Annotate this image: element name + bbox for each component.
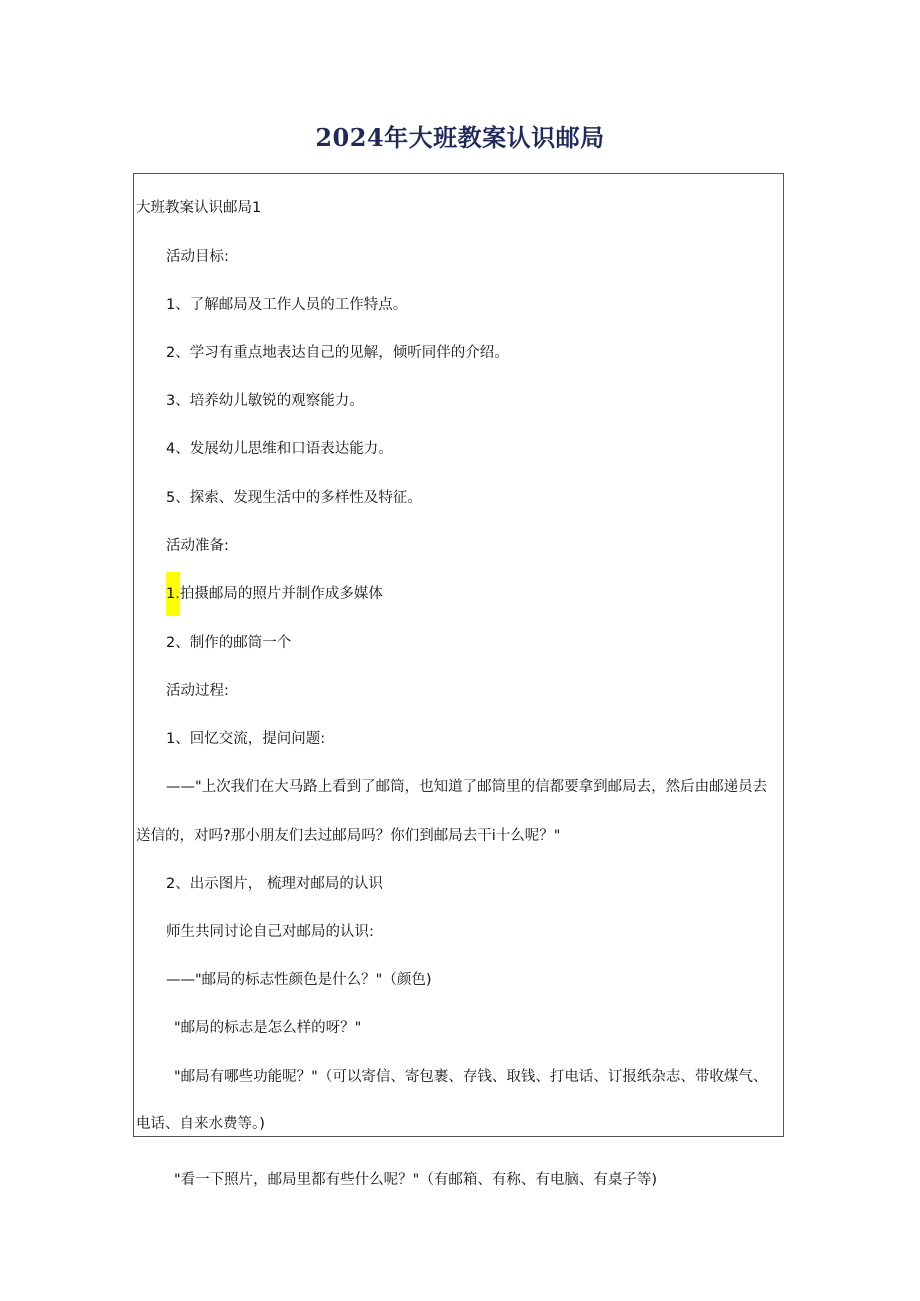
prep-item: 2、制作的邮筒一个	[166, 635, 292, 651]
process-heading: 活动过程:	[166, 683, 229, 699]
prep-item	[166, 584, 383, 604]
document-title: 2024年大班教案认识邮局	[315, 123, 605, 152]
goal-item: 5、探索、发现生活中的多样性及特征。	[166, 490, 422, 506]
question-line: ——"邮局的标志性颜色是什么？"（颜色)	[166, 972, 432, 988]
goals-heading: 活动目标:	[166, 249, 229, 265]
dialogue-line: ——"上次我们在大马路上看到了邮筒，也知道了邮筒里的信都要拿到邮局去，然后由邮递员去	[166, 779, 768, 795]
question-line: "邮局的标志是怎么样的呀？"	[174, 1020, 362, 1036]
goal-item: 4、发展幼儿思维和口语表达能力。	[166, 441, 393, 457]
discussion-text: 师生共同讨论自己对邮局的认识:	[166, 924, 374, 940]
question-line: 电话、自来水费等。)	[136, 1116, 265, 1132]
goal-item: 2、学习有重点地表达自己的见解，倾听同伴的介绍。	[166, 345, 509, 361]
goal-item: 3、培养幼儿敏锐的观察能力。	[166, 393, 364, 409]
section-heading: 大班教案认识邮局1	[136, 200, 262, 216]
question-line: "邮局有哪些功能呢？"（可以寄信、寄包裹、存钱、取钱、打电话、订报纸杂志、带收煤气、	[174, 1069, 768, 1085]
process-step: 1、回忆交流，提问问题:	[166, 731, 326, 747]
highlighted-number: 1.	[166, 572, 180, 616]
dialogue-line: 送信的，对吗?那小朋友们去过邮局吗？你们到邮局去干i十么呢？"	[136, 828, 561, 844]
prep-item-text: 拍摄邮局的照片并制作成多媒体	[179, 586, 383, 602]
page-frame	[133, 173, 784, 1137]
goal-item: 1、了解邮局及工作人员的工作特点。	[166, 297, 408, 313]
process-step: 2、出示图片， 梳理对邮局的认识	[166, 876, 383, 892]
prep-heading: 活动准备:	[166, 538, 229, 554]
question-line: "看一下照片，邮局里都有些什么呢？"（有邮箱、有称、有电脑、有桌子等)	[174, 1172, 657, 1188]
